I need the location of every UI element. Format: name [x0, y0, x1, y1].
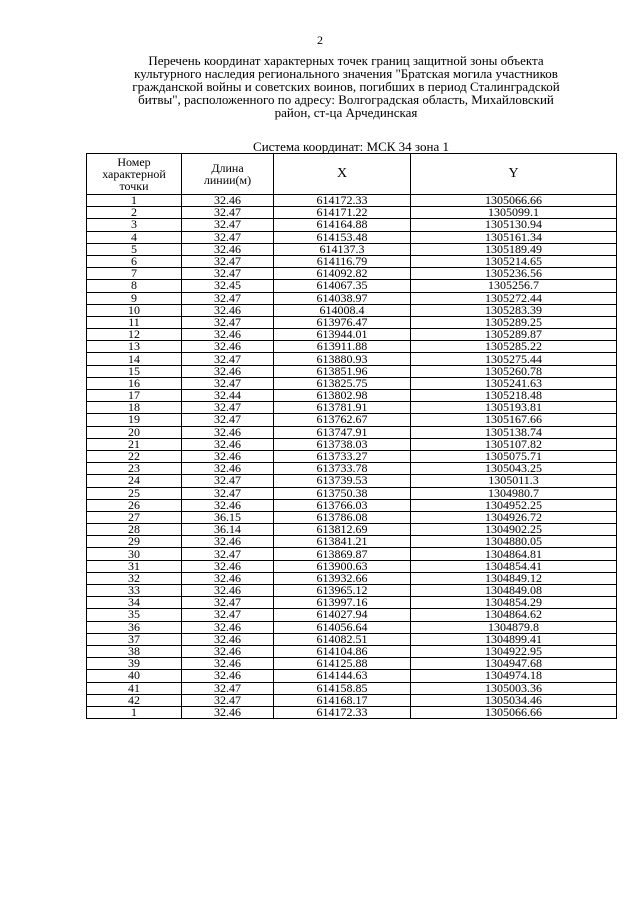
title-line: культурного наследия регионального значения "Братская могила участников [134, 66, 558, 81]
cell-point-number: 6 [87, 255, 182, 267]
cell-y: 1305066.66 [411, 706, 617, 718]
table-row [87, 658, 617, 670]
cell-y: 1304902.25 [411, 524, 617, 536]
cell-y: 1305289.87 [411, 329, 617, 341]
table-row [87, 426, 617, 438]
cell-point-number: 1 [87, 195, 182, 207]
cell-line-length: 32.46 [182, 450, 274, 462]
cell-line-length: 32.47 [182, 548, 274, 560]
cell-line-length: 32.47 [182, 219, 274, 231]
table-row [87, 341, 617, 353]
cell-y: 1305003.36 [411, 682, 617, 694]
cell-line-length: 32.47 [182, 475, 274, 487]
cell-line-length: 32.47 [182, 682, 274, 694]
table-row [87, 207, 617, 219]
cell-y: 1305241.63 [411, 377, 617, 389]
cell-point-number: 32 [87, 572, 182, 584]
cell-point-number: 15 [87, 365, 182, 377]
cell-y: 1305189.49 [411, 243, 617, 255]
cell-x: 613733.78 [274, 463, 411, 475]
cell-point-number: 29 [87, 536, 182, 548]
cell-line-length: 32.46 [182, 463, 274, 475]
cell-x: 614038.97 [274, 292, 411, 304]
title-line: гражданской войны и советских воинов, погибших в период Сталинградской [132, 79, 560, 94]
cell-y: 1305066.66 [411, 195, 617, 207]
table-row [87, 450, 617, 462]
cell-point-number: 5 [87, 243, 182, 255]
cell-y: 1305256.7 [411, 280, 617, 292]
table-row [87, 377, 617, 389]
cell-y: 1305272.44 [411, 292, 617, 304]
table-row [87, 219, 617, 231]
table-row [87, 499, 617, 511]
cell-point-number: 9 [87, 292, 182, 304]
cell-y: 1304980.7 [411, 487, 617, 499]
cell-y: 1305161.34 [411, 231, 617, 243]
cell-x: 613733.27 [274, 450, 411, 462]
cell-y: 1304854.29 [411, 597, 617, 609]
cell-x: 613766.03 [274, 499, 411, 511]
cell-x: 614027.94 [274, 609, 411, 621]
cell-point-number: 3 [87, 219, 182, 231]
cell-y: 1305283.39 [411, 304, 617, 316]
cell-point-number: 7 [87, 268, 182, 280]
cell-line-length: 32.46 [182, 536, 274, 548]
table-row [87, 353, 617, 365]
cell-x: 613738.03 [274, 438, 411, 450]
cell-x: 614082.51 [274, 633, 411, 645]
cell-y: 1304849.08 [411, 585, 617, 597]
cell-line-length: 32.46 [182, 706, 274, 718]
cell-point-number: 18 [87, 402, 182, 414]
cell-line-length: 32.47 [182, 694, 274, 706]
cell-y: 1305214.65 [411, 255, 617, 267]
cell-y: 1305130.94 [411, 219, 617, 231]
table-row [87, 243, 617, 255]
cell-point-number: 31 [87, 560, 182, 572]
cell-y: 1304922.95 [411, 645, 617, 657]
table-row [87, 609, 617, 621]
cell-y: 1305138.74 [411, 426, 617, 438]
cell-x: 614153.48 [274, 231, 411, 243]
cell-line-length: 32.47 [182, 487, 274, 499]
cell-point-number: 24 [87, 475, 182, 487]
cell-x: 614164.88 [274, 219, 411, 231]
cell-point-number: 4 [87, 231, 182, 243]
cell-x: 613944.01 [274, 329, 411, 341]
cell-line-length: 32.46 [182, 341, 274, 353]
cell-line-length: 32.46 [182, 658, 274, 670]
cell-point-number: 30 [87, 548, 182, 560]
cell-x: 613880.93 [274, 353, 411, 365]
table-row [87, 316, 617, 328]
cell-x: 613932.66 [274, 572, 411, 584]
cell-y: 1305034.46 [411, 694, 617, 706]
page-number: 2 [317, 33, 323, 47]
table-row [87, 365, 617, 377]
cell-line-length: 36.14 [182, 524, 274, 536]
cell-x: 613762.67 [274, 414, 411, 426]
cell-line-length: 32.46 [182, 560, 274, 572]
table-row [87, 645, 617, 657]
cell-x: 614116.79 [274, 255, 411, 267]
table-row [87, 280, 617, 292]
table-header-row [87, 154, 617, 195]
cell-line-length: 32.47 [182, 377, 274, 389]
cell-point-number: 38 [87, 645, 182, 657]
cell-y: 1304864.62 [411, 609, 617, 621]
table-row [87, 548, 617, 560]
table-row [87, 524, 617, 536]
cell-line-length: 32.46 [182, 633, 274, 645]
cell-point-number: 10 [87, 304, 182, 316]
cell-line-length: 32.46 [182, 621, 274, 633]
table-row [87, 621, 617, 633]
cell-y: 1304952.25 [411, 499, 617, 511]
cell-line-length: 32.47 [182, 609, 274, 621]
table-body [87, 195, 617, 719]
header-point-number: Номер характерной точки [87, 154, 182, 195]
cell-x: 613976.47 [274, 316, 411, 328]
cell-point-number: 21 [87, 438, 182, 450]
coordinates-table [86, 153, 617, 719]
table-row [87, 438, 617, 450]
cell-x: 613869.87 [274, 548, 411, 560]
table-row [87, 195, 617, 207]
cell-y: 1304947.68 [411, 658, 617, 670]
table-row [87, 560, 617, 572]
cell-point-number: 33 [87, 585, 182, 597]
cell-line-length: 36.15 [182, 511, 274, 523]
cell-x: 613911.88 [274, 341, 411, 353]
cell-x: 614158.85 [274, 682, 411, 694]
cell-x: 613781.91 [274, 402, 411, 414]
table-row [87, 572, 617, 584]
cell-y: 1304879.8 [411, 621, 617, 633]
table-row [87, 633, 617, 645]
cell-x: 613802.98 [274, 390, 411, 402]
cell-x: 614137.3 [274, 243, 411, 255]
cell-point-number: 36 [87, 621, 182, 633]
cell-y: 1304849.12 [411, 572, 617, 584]
cell-y: 1305275.44 [411, 353, 617, 365]
cell-x: 614171.22 [274, 207, 411, 219]
table-row [87, 682, 617, 694]
table-row [87, 475, 617, 487]
cell-point-number: 39 [87, 658, 182, 670]
table-row [87, 255, 617, 267]
table-row [87, 231, 617, 243]
cell-y: 1305193.81 [411, 402, 617, 414]
cell-x: 614092.82 [274, 268, 411, 280]
cell-x: 613965.12 [274, 585, 411, 597]
table-row [87, 536, 617, 548]
title-line: битвы", расположенного по адресу: Волгоградская область, Михайловский [138, 92, 554, 107]
title-line: район, ст-ца Арчединская [274, 105, 418, 120]
cell-point-number: 25 [87, 487, 182, 499]
cell-point-number: 34 [87, 597, 182, 609]
cell-point-number: 8 [87, 280, 182, 292]
cell-point-number: 14 [87, 353, 182, 365]
cell-x: 613841.21 [274, 536, 411, 548]
cell-point-number: 40 [87, 670, 182, 682]
cell-x: 614172.33 [274, 706, 411, 718]
cell-line-length: 32.47 [182, 255, 274, 267]
title-line: Перечень координат характерных точек границ защитной зоны объекта [148, 53, 544, 68]
cell-line-length: 32.46 [182, 195, 274, 207]
cell-line-length: 32.47 [182, 597, 274, 609]
cell-x: 614125.88 [274, 658, 411, 670]
cell-x: 614067.35 [274, 280, 411, 292]
cell-x: 613747.91 [274, 426, 411, 438]
cell-line-length: 32.46 [182, 499, 274, 511]
cell-line-length: 32.46 [182, 438, 274, 450]
cell-y: 1304899.41 [411, 633, 617, 645]
cell-line-length: 32.46 [182, 243, 274, 255]
cell-line-length: 32.46 [182, 426, 274, 438]
cell-point-number: 35 [87, 609, 182, 621]
cell-point-number: 16 [87, 377, 182, 389]
cell-y: 1305218.48 [411, 390, 617, 402]
cell-y: 1304880.05 [411, 536, 617, 548]
cell-y: 1305075.71 [411, 450, 617, 462]
cell-point-number: 41 [87, 682, 182, 694]
cell-x: 613739.53 [274, 475, 411, 487]
cell-point-number: 19 [87, 414, 182, 426]
cell-x: 614056.64 [274, 621, 411, 633]
cell-y: 1305011.3 [411, 475, 617, 487]
cell-line-length: 32.47 [182, 353, 274, 365]
cell-point-number: 11 [87, 316, 182, 328]
document-title [86, 54, 606, 119]
header-y: Y [411, 154, 617, 195]
cell-point-number: 23 [87, 463, 182, 475]
cell-line-length: 32.46 [182, 365, 274, 377]
cell-point-number: 17 [87, 390, 182, 402]
table-row [87, 463, 617, 475]
cell-x: 614008.4 [274, 304, 411, 316]
cell-y: 1305167.66 [411, 414, 617, 426]
table-row [87, 487, 617, 499]
cell-line-length: 32.46 [182, 572, 274, 584]
cell-x: 614104.86 [274, 645, 411, 657]
cell-line-length: 32.47 [182, 231, 274, 243]
cell-point-number: 13 [87, 341, 182, 353]
table-row [87, 268, 617, 280]
cell-y: 1304926.72 [411, 511, 617, 523]
cell-point-number: 26 [87, 499, 182, 511]
cell-y: 1305043.25 [411, 463, 617, 475]
cell-point-number: 28 [87, 524, 182, 536]
cell-point-number: 37 [87, 633, 182, 645]
cell-point-number: 12 [87, 329, 182, 341]
table-row [87, 670, 617, 682]
cell-point-number: 1 [87, 706, 182, 718]
cell-point-number: 22 [87, 450, 182, 462]
cell-line-length: 32.46 [182, 670, 274, 682]
cell-line-length: 32.46 [182, 645, 274, 657]
header-x: X [274, 154, 411, 195]
cell-line-length: 32.46 [182, 329, 274, 341]
cell-x: 613750.38 [274, 487, 411, 499]
table-row [87, 292, 617, 304]
table-row [87, 402, 617, 414]
table-row [87, 511, 617, 523]
table-row [87, 414, 617, 426]
cell-line-length: 32.47 [182, 414, 274, 426]
cell-line-length: 32.46 [182, 304, 274, 316]
cell-x: 613825.75 [274, 377, 411, 389]
cell-point-number: 42 [87, 694, 182, 706]
cell-line-length: 32.47 [182, 402, 274, 414]
cell-x: 613786.08 [274, 511, 411, 523]
table-row [87, 390, 617, 402]
coordinate-system-caption: Система координат: МСК 34 зона 1 [253, 139, 449, 154]
table-row [87, 694, 617, 706]
cell-x: 614168.17 [274, 694, 411, 706]
cell-y: 1305236.56 [411, 268, 617, 280]
cell-x: 614172.33 [274, 195, 411, 207]
cell-point-number: 20 [87, 426, 182, 438]
cell-line-length: 32.47 [182, 316, 274, 328]
cell-x: 613812.69 [274, 524, 411, 536]
cell-y: 1305289.25 [411, 316, 617, 328]
table-row [87, 585, 617, 597]
cell-y: 1305260.78 [411, 365, 617, 377]
cell-y: 1305285.22 [411, 341, 617, 353]
cell-line-length: 32.47 [182, 268, 274, 280]
cell-point-number: 27 [87, 511, 182, 523]
cell-y: 1305099.1 [411, 207, 617, 219]
cell-line-length: 32.47 [182, 292, 274, 304]
cell-line-length: 32.46 [182, 585, 274, 597]
cell-x: 613900.63 [274, 560, 411, 572]
table-row [87, 597, 617, 609]
cell-y: 1304854.41 [411, 560, 617, 572]
header-line-length: Длина линии(м) [182, 154, 274, 195]
cell-x: 613997.16 [274, 597, 411, 609]
cell-x: 614144.63 [274, 670, 411, 682]
cell-y: 1304974.18 [411, 670, 617, 682]
table-row [87, 304, 617, 316]
cell-x: 613851.96 [274, 365, 411, 377]
table-row [87, 329, 617, 341]
table-row [87, 706, 617, 718]
cell-line-length: 32.45 [182, 280, 274, 292]
cell-line-length: 32.47 [182, 207, 274, 219]
cell-y: 1305107.82 [411, 438, 617, 450]
cell-point-number: 2 [87, 207, 182, 219]
cell-y: 1304864.81 [411, 548, 617, 560]
cell-line-length: 32.44 [182, 390, 274, 402]
